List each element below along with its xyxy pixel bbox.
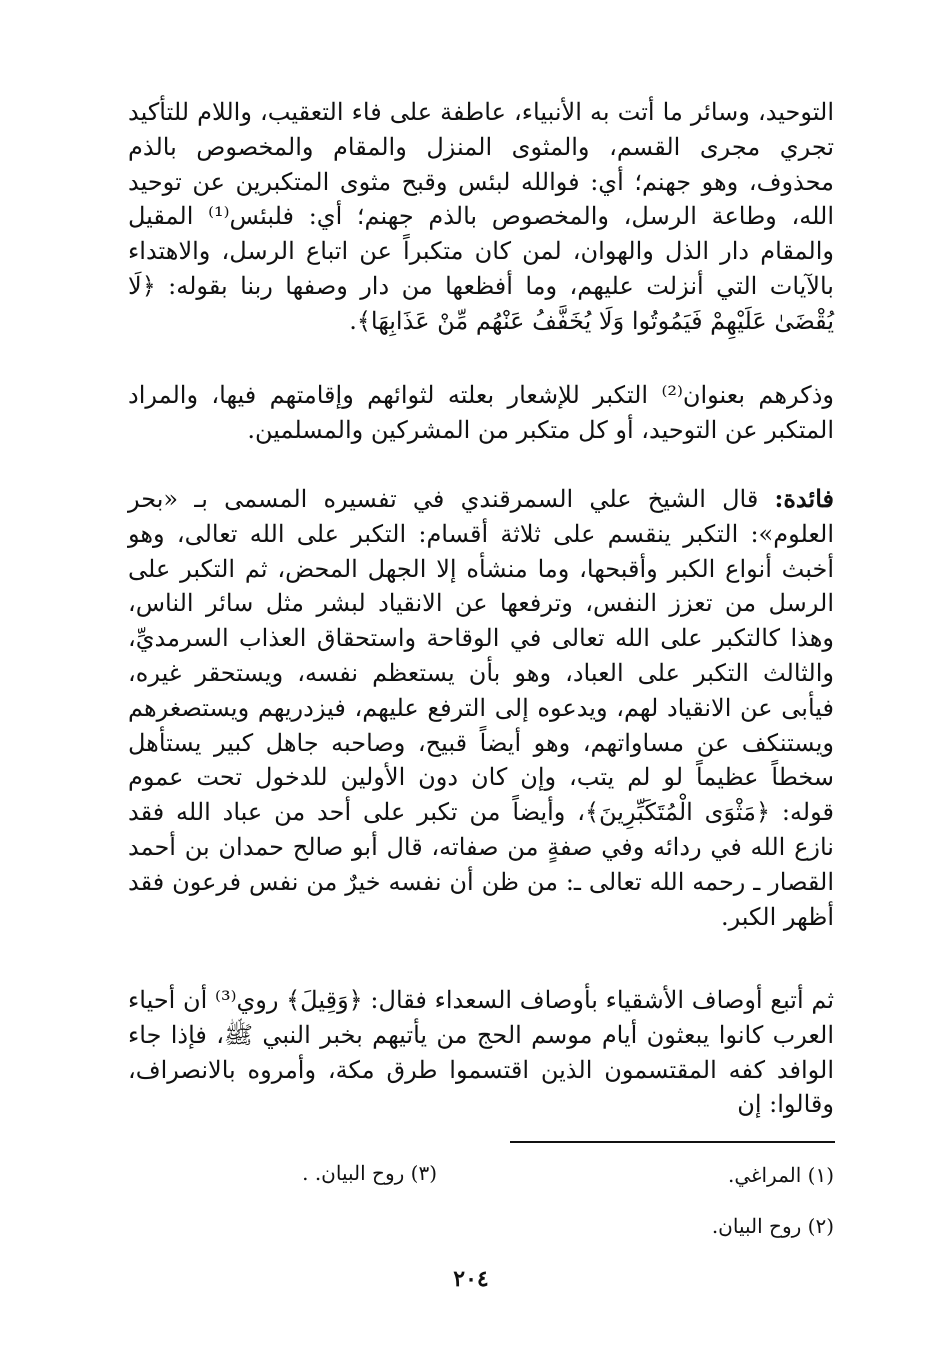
paragraph-4-text: ثم أتبع أوصاف الأشقياء بأوصاف السعداء فقال: ﴿وَقِيلَ﴾ روي⁽³⁾ أن أحياء العرب كانوا يبعثون أيام موسم الحج من يأتيهم بخبر النبي ﷺ، فإذا جاء الوافد كفه المقتسمون الذين اقتسموا طرق مكة، وأمروه بالانصراف، وقالوا: إن [128, 986, 835, 1119]
footnote-divider [510, 1141, 835, 1143]
faida-label: فائدة: [774, 484, 834, 513]
paragraph-3 [128, 482, 834, 934]
paragraph-2 [128, 378, 834, 448]
paragraph-3-body [128, 482, 834, 934]
paragraph-3-text: قال الشيخ علي السمرقندي في تفسيره المسمى بـ «بحر العلوم»: التكبر ينقسم على ثلاثة أقسام: التكبر على الله تعالى، وهو أخبث أنواع الكبر وأقبحها، وما منشأه إلا الجهل المحض، ثم التكبر على الرسل من تعزز النفس، وترفعها عن الانقياد لبشر مثل سائر الناس، وهذا كالتكبر على الله تعالى في الوقاحة واستحقاق العذاب السرمديِّ، والثالث التكبر على العباد، وهو بأن يستعظم نفسه، ويستحقر غيره، فيأبى عن الانقياد لهم، ويدعوه إلى الترفع عليهم، فيزدريهم ويستصغرهم ويستنكف عن مساواتهم، وهو أيضاً قبيح، وصاحبه جاهل كبير يستأهل سخطاً عظيماً لو لم يتب، وإن كان دون الأولين للدخول تحت عموم قوله: ﴿مَثْوَى الْمُتَكَبِّرِينَ﴾، وأيضاً من تكبر على أحد من عباد الله فقد نازع الله في ردائه وفي صفةٍ من صفاته، قال أبو صالح حمدان بن أحمد القصار ـ رحمه الله تعالى ـ: من ظن أن نفسه خيرٌ من نفس فرعون فقد أظهر الكبر. [128, 485, 834, 931]
paragraph-1-text: التوحيد، وسائر ما أتت به الأنبياء، عاطفة على فاء التعقيب، واللام للتأكيد تجري مجرى القسم، والمثوى المنزل والمقام والمخصوص بالذم محذوف، وهو جهنم؛ أي: فوالله لبئس وقبح مثوى المتكبرين عن توحيد الله، وطاعة الرسل، والمخصوص بالذم جهنم؛ أي: فلبئس⁽¹⁾ المقيل والمقام دار الذل والهوان، لمن كان متكبراً عن اتباع الرسل، والاهتداء بالآيات التي أنزلت عليهم، وما أفظعها من دار وصفها ربنا بقوله: ﴿لَا يُقْضَىٰ عَلَيْهِمْ فَيَمُوتُوا وَلَا يُخَفَّفُ عَنْهُم مِّنْ عَذَابِهَا﴾. [128, 98, 834, 335]
paragraph-2-text: وذكرهم بعنوان⁽²⁾ التكبر للإشعار بعلته لثوائهم وإقامتهم فيها، والمراد المتكبر عن التوحيد، أو كل متكبر من المشركين والمسلمين. [128, 381, 834, 444]
paragraph-4 [128, 983, 834, 1122]
page-number: ٢٠٤ [453, 1266, 489, 1292]
footnote-2: (٢) روح البيان. [711, 1214, 834, 1238]
footnote-1: (١) المراغي. [727, 1163, 834, 1187]
paragraph-1 [128, 95, 834, 339]
footnote-3: (٣) روح البيان. . [302, 1161, 437, 1185]
